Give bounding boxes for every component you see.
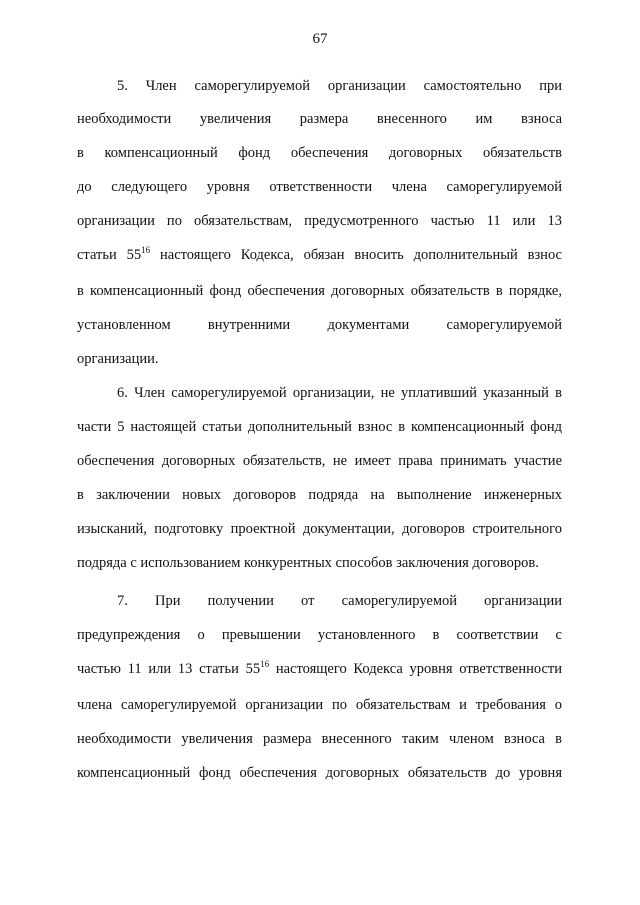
- text-line: организации по обязательствам, предусмотренного частью 11 или 13: [77, 213, 562, 229]
- line-text: настоящего Кодекса, обязан вносить дополнительный взнос: [150, 247, 562, 263]
- text-line: 7. При получении от саморегулируемой организации: [117, 593, 562, 609]
- text-line: установленном внутренними документами саморегулируемой: [77, 317, 562, 333]
- text-line: в компенсационный фонд обеспечения договорных обязательств в порядке,: [77, 283, 562, 299]
- text-line: до следующего уровня ответственности члена саморегулируемой: [77, 179, 562, 195]
- text-line: [77, 245, 562, 265]
- text-line: обеспечения договорных обязательств, не имеет права принимать участие: [77, 453, 562, 469]
- text-line: необходимости увеличения размера внесенного им взноса: [77, 111, 562, 127]
- text-line: части 5 настоящей статьи дополнительный взнос в компенсационный фонд: [77, 419, 562, 435]
- superscript: 16: [141, 245, 151, 255]
- line-text: статьи 55: [77, 247, 142, 263]
- text-line: компенсационный фонд обеспечения договорных обязательств до уровня: [77, 765, 562, 781]
- line-text: частью 11 или 13 статьи 55: [77, 661, 261, 677]
- text-line: подряда с использованием конкурентных способов заключения договоров.: [77, 555, 539, 571]
- text-line: 5. Член саморегулируемой организации самостоятельно при: [117, 78, 562, 94]
- superscript: 16: [260, 659, 270, 669]
- text-line: изысканий, подготовку проектной документации, договоров строительного: [77, 521, 562, 537]
- text-line: 6. Член саморегулируемой организации, не уплативший указанный в: [117, 385, 562, 401]
- page-number: 67: [312, 31, 328, 47]
- text-line: члена саморегулируемой организации по обязательствам и требования о: [77, 697, 562, 713]
- text-line: организации.: [77, 351, 159, 367]
- text-line: предупреждения о превышении установленного в соответствии с: [77, 627, 562, 643]
- text-line: в заключении новых договоров подряда на выполнение инженерных: [77, 487, 562, 503]
- text-line: необходимости увеличения размера внесенного таким членом взноса в: [77, 731, 562, 747]
- text-line: в компенсационный фонд обеспечения договорных обязательств: [77, 145, 562, 161]
- text-line: [77, 659, 562, 679]
- line-text: настоящего Кодекса уровня ответственности: [269, 661, 563, 677]
